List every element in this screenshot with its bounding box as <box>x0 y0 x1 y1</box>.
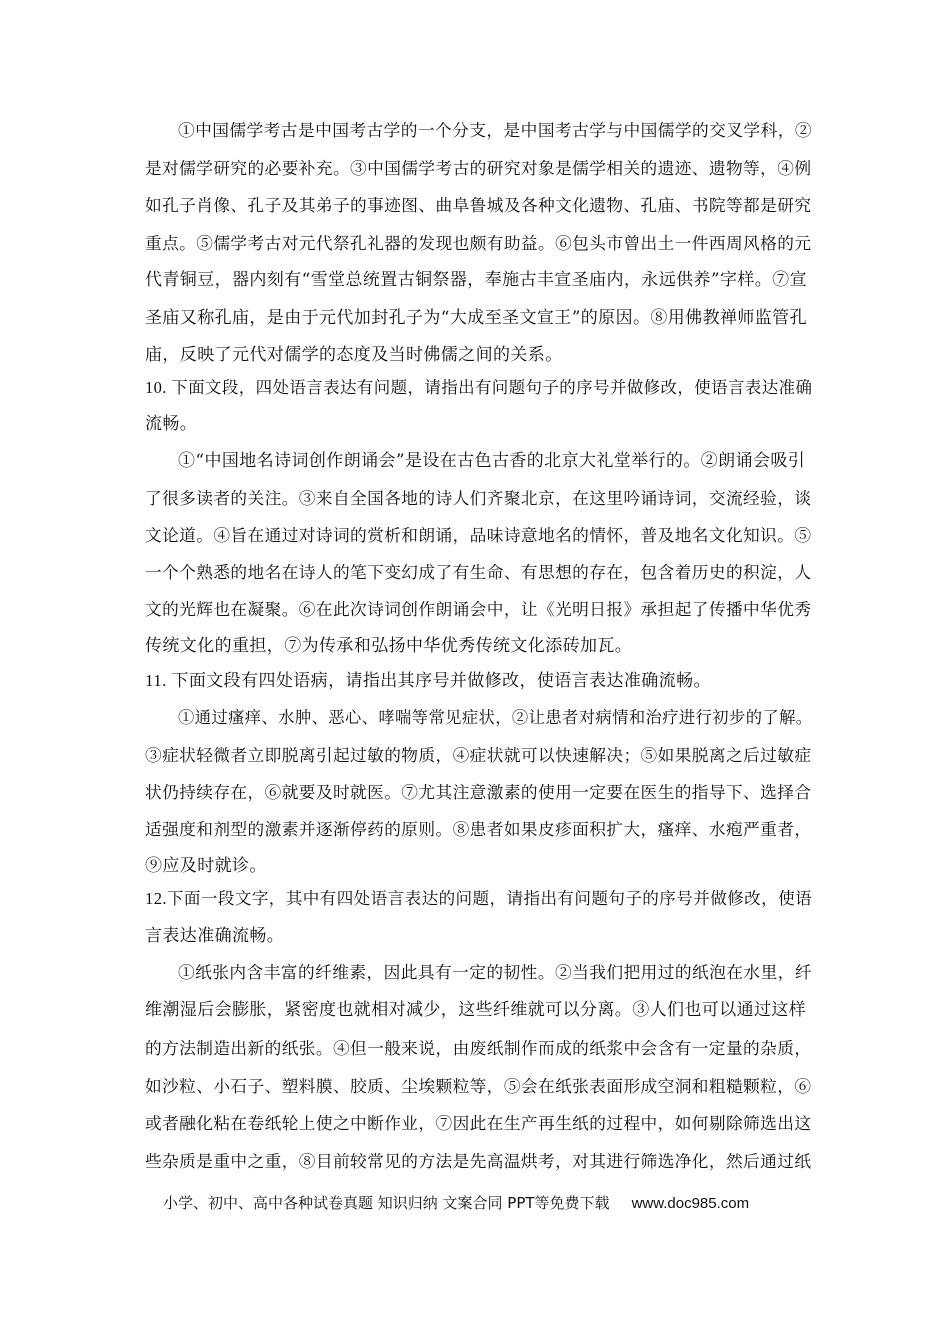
footer-text: 小学、初中、高中各种试卷真题 知识归纳 文案合同 PPT等免费下载 <box>163 1194 610 1212</box>
question-line: 言表达准确流畅。 <box>145 926 285 945</box>
text-line: 传统文化的重担，⑦为传承和弘扬中华优秀传统文化添砖加瓦。 <box>145 636 633 656</box>
text-line: 或者融化粘在卷纸轮上使之中断作业，⑦因此在生产再生纸的过程中，如何剔除筛选出这 <box>145 1113 812 1133</box>
text-line: 圣庙又称孔庙，是由于元代加封孔子为“大成至圣文宣王”的原因。⑧用佛教禅师监管孔 <box>145 308 807 328</box>
text-line: ①“中国地名诗词创作朗诵会”是设在古色古香的北京大礼堂举行的。②朗诵会吸引 <box>178 451 806 471</box>
text-line: 些杂质是重中之重，⑧目前较常见的方法是先高温烘考，对其进行筛选净化，然后通过纸 <box>145 1151 812 1171</box>
text-line: 适强度和剂型的激素并逐渐停药的原则。⑧患者如果皮疹面积扩大，瘙痒、水疱严重者， <box>145 819 812 839</box>
text-line: 维潮湿后会膨胀，紧密度也就相对减少，这些纤维就可以分离。③人们也可以通过这样 <box>145 1000 807 1020</box>
text-line: ①中国儒学考古是中国考古学的一个分支，是中国考古学与中国儒学的交叉学科，② <box>178 120 812 140</box>
text-line: 状仍持续存在，⑥就要及时就医。⑦尤其注意激素的使用一定要在医生的指导下、选择合 <box>145 782 812 802</box>
question-line: 10. 下面文段，四处语言表达有问题，请指出有问题句子的序号并做修改，使语言表达准确 <box>145 378 813 397</box>
question-line: 11. 下面文段有四处语病，请指出其序号并做修改，使语言表达准确流畅。 <box>145 671 711 690</box>
question-line: 12.下面一段文字，其中有四处语言表达的问题，请指出有问题句子的序号并做修改，使语 <box>145 889 813 908</box>
text-line: 文论道。④旨在通过对诗词的赏析和朗诵，品味诗意地名的情怀，普及地名文化知识。⑤ <box>145 525 812 545</box>
page-footer <box>163 1192 749 1213</box>
text-line: 是对儒学研究的必要补充。③中国儒学考古的研究对象是儒学相关的遗迹、遗物等，④例 <box>145 158 812 178</box>
text-line: 文的光辉也在凝聚。⑥在此次诗词创作朗诵会中，让《光明日报》承担起了传播中华优秀 <box>145 599 812 619</box>
question-line: 流畅。 <box>145 414 198 433</box>
text-line: 了很多读者的关注。③来自全国各地的诗人们齐聚北京，在这里吟诵诗词，交流经验，谈 <box>145 488 812 508</box>
text-line: 一个个熟悉的地名在诗人的笔下变幻成了有生命、有思想的存在，包含着历史的积淀，人 <box>145 562 812 582</box>
text-line: 重点。⑤儒学考古对元代祭孔礼器的发现也颇有助益。⑥包头市曾出土一件西周风格的元 <box>145 233 812 253</box>
text-line: 如孔子肖像、孔子及其弟子的事迹图、曲阜鲁城及各种文化遗物、孔庙、书院等都是研究 <box>145 195 812 215</box>
text-line: ⑨应及时就诊。 <box>145 856 267 876</box>
footer-url-link[interactable]: www.doc985.com <box>631 1195 750 1212</box>
text-line: 的方法制造出新的纸张。④但一般来说，由废纸制作而成的纸浆中会含有一定量的杂质， <box>145 1038 812 1058</box>
text-line: ①纸张内含丰富的纤维素，因此具有一定的韧性。②当我们把用过的纸泡在水里，纤 <box>178 962 812 982</box>
text-line: 庙，反映了元代对儒学的态度及当时佛儒之间的关系。 <box>145 345 563 365</box>
text-line: 如沙粒、小石子、塑料膜、胶质、尘埃颗粒等，⑤会在纸张表面形成空洞和粗糙颗粒，⑥ <box>145 1076 812 1096</box>
text-line: ③症状轻微者立即脱离引起过敏的物质，④症状就可以快速解决；⑤如果脱离之后过敏症 <box>145 745 812 765</box>
text-line: 代青铜豆，器内刻有“雪堂总统置古铜祭器，奉施古丰宣圣庙内，永远供养”字样。⑦宣 <box>145 270 807 290</box>
text-line: ①通过瘙痒、水肿、恶心、哮喘等常见症状，②让患者对病情和治疗进行初步的了解。 <box>178 708 813 727</box>
